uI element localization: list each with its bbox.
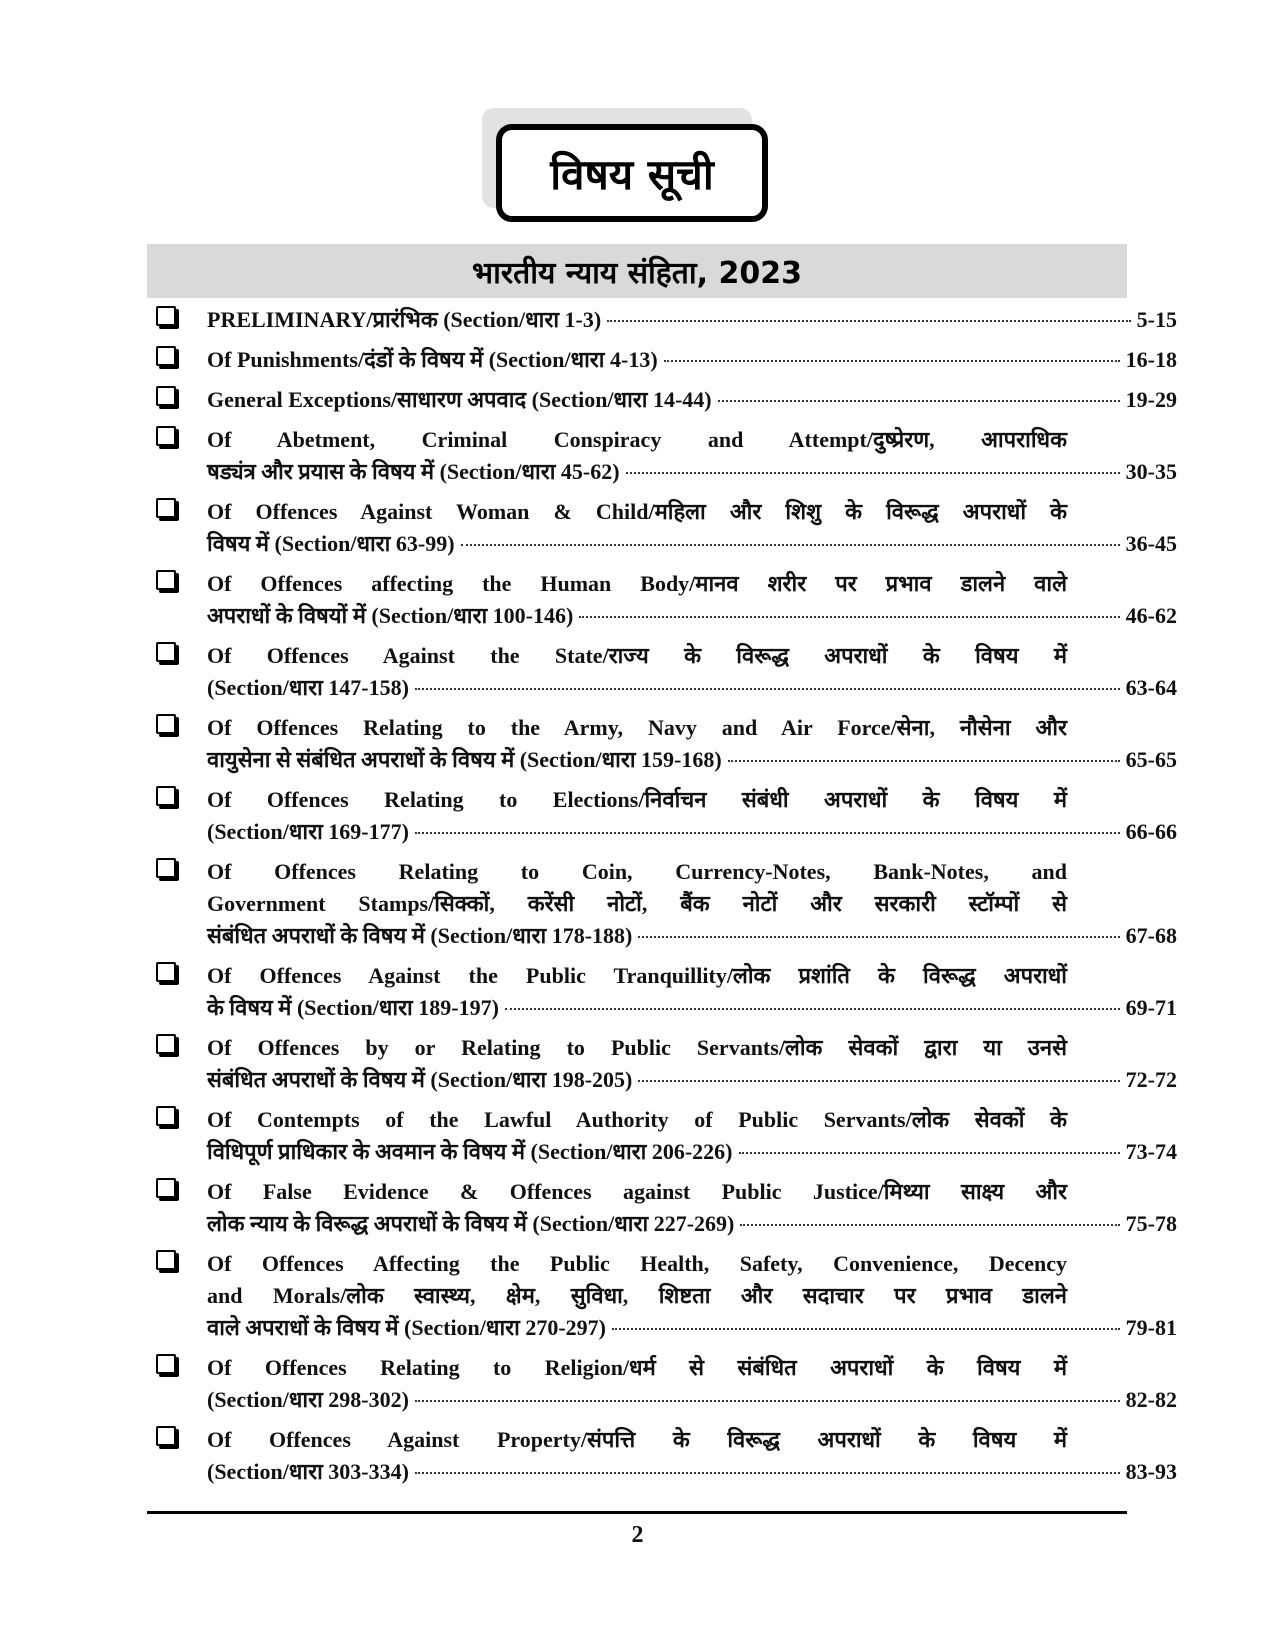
- toc-entry-title: के विषय में (Section/धारा 189-197): [207, 995, 499, 1020]
- dot-leader: [415, 832, 1120, 834]
- toc-entry-pages: 66-66: [1125, 819, 1177, 844]
- checkbox-bullet-icon: [156, 1354, 176, 1374]
- toc-entry-text-line: Of Offences by or Relating to Public Servants/लोक सेवकों द्वारा या उनसे: [207, 1035, 1067, 1060]
- toc-entry-title: वाले अपराधों के विषय में (Section/धारा 270-297): [207, 1315, 606, 1340]
- toc-entry-pages: 83-93: [1125, 1459, 1177, 1484]
- toc-entry-title: वायुसेना से संबंधित अपराधों के विषय में (Section/धारा 159-168): [207, 747, 722, 772]
- toc-entry-title: संबंधित अपराधों के विषय में (Section/धारा 178-188): [207, 923, 633, 948]
- dot-leader: [638, 1080, 1119, 1082]
- dot-leader: [718, 400, 1120, 402]
- checkbox-bullet-icon: [156, 346, 176, 366]
- toc-entry-text-line: Of Offences Relating to Elections/निर्वाचन संबंधी अपराधों के विषय में: [207, 787, 1067, 812]
- footer-rule: [147, 1511, 1127, 1514]
- checkbox-bullet-icon: [156, 1426, 176, 1446]
- toc-entry-last-line: [207, 344, 1177, 376]
- checkbox-bullet-icon: [156, 962, 176, 982]
- toc-entry-last-line: [207, 1384, 1177, 1416]
- dot-leader: [415, 1472, 1120, 1474]
- toc-entry-text-line: Of Offences affecting the Human Body/मानव शरीर पर प्रभाव डालने वाले: [207, 571, 1067, 596]
- toc-entry-text-line: and Morals/लोक स्वास्थ्य, क्षेम, सुविधा, शिष्टता और सदाचार पर प्रभाव डालने: [207, 1283, 1067, 1308]
- checkbox-bullet-icon: [156, 714, 176, 734]
- table-of-contents: [147, 304, 1177, 1496]
- dot-leader: [461, 544, 1120, 546]
- toc-entry: [147, 1104, 1177, 1168]
- dot-leader: [415, 1400, 1120, 1402]
- toc-entry-title: (Section/धारा 298-302): [207, 1387, 409, 1412]
- toc-entry-title: विषय में (Section/धारा 63-99): [207, 531, 455, 556]
- toc-entry-pages: 16-18: [1125, 347, 1177, 372]
- checkbox-bullet-icon: [156, 570, 176, 590]
- checkbox-bullet-icon: [156, 306, 176, 326]
- checkbox-bullet-icon: [156, 1034, 176, 1054]
- toc-entry-title: Of Punishments/दंडों के विषय में (Section/धारा 4-13): [207, 347, 658, 372]
- toc-entry-title: अपराधों के विषयों में (Section/धारा 100-146): [207, 603, 574, 628]
- toc-entry: [147, 1248, 1177, 1344]
- toc-entry-text-line: Of Offences Against the State/राज्य के विरूद्ध अपराधों के विषय में: [207, 643, 1067, 668]
- checkbox-bullet-icon: [156, 858, 176, 878]
- page-title: विषय सूची: [496, 124, 768, 222]
- title-frame: [482, 108, 774, 230]
- toc-entry: [147, 344, 1177, 376]
- section-heading: भारतीय न्याय संहिता, 2023: [147, 244, 1127, 298]
- toc-entry-title: संबंधित अपराधों के विषय में (Section/धारा 198-205): [207, 1067, 633, 1092]
- toc-entry-pages: 67-68: [1125, 923, 1177, 948]
- toc-entry-text-line: Of Offences Against the Public Tranquillity/लोक प्रशांति के विरूद्ध अपराधों: [207, 963, 1067, 988]
- toc-entry-title: PRELIMINARY/प्रारंभिक (Section/धारा 1-3): [207, 307, 602, 332]
- toc-entry: [147, 784, 1177, 848]
- checkbox-bullet-icon: [156, 786, 176, 806]
- toc-entry-title: विधिपूर्ण प्राधिकार के अवमान के विषय में (Section/धारा 206-226): [207, 1139, 733, 1164]
- toc-entry-pages: 36-45: [1125, 531, 1177, 556]
- toc-entry: [147, 568, 1177, 632]
- toc-entry-last-line: [207, 304, 1177, 336]
- toc-entry: [147, 640, 1177, 704]
- checkbox-bullet-icon: [156, 1106, 176, 1126]
- toc-entry: [147, 712, 1177, 776]
- toc-entry-pages: 65-65: [1125, 747, 1177, 772]
- toc-entry: [147, 1176, 1177, 1240]
- dot-leader: [415, 688, 1120, 690]
- toc-entry-last-line: [207, 992, 1177, 1024]
- dot-leader: [728, 760, 1120, 762]
- toc-entry-last-line: [207, 384, 1177, 416]
- toc-entry: [147, 1032, 1177, 1096]
- toc-entry-text-line: Of Offences Against Woman & Child/महिला और शिशु के विरूद्ध अपराधों के: [207, 499, 1067, 524]
- toc-entry-last-line: [207, 816, 1177, 848]
- toc-entry-text-line: Of Offences Relating to Religion/धर्म से संबंधित अपराधों के विषय में: [207, 1355, 1067, 1380]
- toc-entry-pages: 63-64: [1125, 675, 1177, 700]
- toc-entry-text-line: Government Stamps/सिक्कों, करेंसी नोटों, बैंक नोटों और सरकारी स्टॉम्पों से: [207, 891, 1067, 916]
- toc-entry-text-line: Of False Evidence & Offences against Public Justice/मिथ्या साक्ष्य और: [207, 1179, 1067, 1204]
- toc-entry-last-line: [207, 672, 1177, 704]
- dot-leader: [579, 616, 1119, 618]
- toc-entry-last-line: [207, 1136, 1177, 1168]
- toc-entry-pages: 73-74: [1125, 1139, 1177, 1164]
- toc-entry-pages: 82-82: [1125, 1387, 1177, 1412]
- toc-entry-last-line: [207, 920, 1177, 952]
- dot-leader: [505, 1008, 1120, 1010]
- dot-leader: [739, 1152, 1120, 1154]
- toc-entry-text-line: Of Offences Relating to Coin, Currency-Notes, Bank-Notes, and: [207, 859, 1067, 884]
- toc-entry-title: (Section/धारा 169-177): [207, 819, 409, 844]
- toc-entry-title: (Section/धारा 303-334): [207, 1459, 409, 1484]
- dot-leader: [740, 1224, 1119, 1226]
- page-number: 2: [631, 1522, 644, 1548]
- toc-entry-last-line: [207, 456, 1177, 488]
- toc-entry-last-line: [207, 600, 1177, 632]
- toc-entry: [147, 1424, 1177, 1488]
- toc-entry-pages: 75-78: [1125, 1211, 1177, 1236]
- toc-entry-last-line: [207, 744, 1177, 776]
- toc-entry: [147, 856, 1177, 952]
- toc-entry: [147, 1352, 1177, 1416]
- toc-entry-last-line: [207, 1312, 1177, 1344]
- checkbox-bullet-icon: [156, 1178, 176, 1198]
- dot-leader: [607, 320, 1130, 322]
- checkbox-bullet-icon: [156, 498, 176, 518]
- checkbox-bullet-icon: [156, 642, 176, 662]
- toc-entry-text-line: Of Offences Affecting the Public Health, Safety, Convenience, Decency: [207, 1251, 1067, 1276]
- toc-entry-title: लोक न्याय के विरूद्ध अपराधों के विषय में (Section/धारा 227-269): [207, 1211, 735, 1236]
- toc-entry-pages: 5-15: [1136, 307, 1177, 332]
- toc-entry-last-line: [207, 528, 1177, 560]
- toc-entry-text-line: Of Offences Against Property/संपत्ति के विरूद्ध अपराधों के विषय में: [207, 1427, 1067, 1452]
- dot-leader: [626, 472, 1120, 474]
- toc-entry: [147, 424, 1177, 488]
- toc-entry-text-line: Of Contempts of the Lawful Authority of Public Servants/लोक सेवकों के: [207, 1107, 1067, 1132]
- toc-entry-last-line: [207, 1208, 1177, 1240]
- toc-entry-pages: 69-71: [1125, 995, 1177, 1020]
- toc-entry-text-line: Of Offences Relating to the Army, Navy and Air Force/सेना, नौसेना और: [207, 715, 1067, 740]
- toc-entry-pages: 30-35: [1125, 459, 1177, 484]
- toc-entry-pages: 79-81: [1125, 1315, 1177, 1340]
- toc-entry-title: षड्यंत्र और प्रयास के विषय में (Section/धारा 45-62): [207, 459, 620, 484]
- checkbox-bullet-icon: [156, 1250, 176, 1270]
- toc-entry-pages: 46-62: [1125, 603, 1177, 628]
- toc-entry-text-line: Of Abetment, Criminal Conspiracy and Attempt/दुष्प्रेरण, आपराधिक: [207, 427, 1067, 452]
- checkbox-bullet-icon: [156, 426, 176, 446]
- toc-entry-pages: 72-72: [1125, 1067, 1177, 1092]
- toc-entry-pages: 19-29: [1125, 387, 1177, 412]
- toc-entry: [147, 304, 1177, 336]
- toc-entry: [147, 384, 1177, 416]
- toc-entry: [147, 960, 1177, 1024]
- checkbox-bullet-icon: [156, 386, 176, 406]
- toc-entry-title: (Section/धारा 147-158): [207, 675, 409, 700]
- toc-entry-title: General Exceptions/साधारण अपवाद (Section/धारा 14-44): [207, 387, 712, 412]
- toc-entry-last-line: [207, 1064, 1177, 1096]
- dot-leader: [612, 1328, 1120, 1330]
- toc-entry-last-line: [207, 1456, 1177, 1488]
- dot-leader: [664, 360, 1120, 362]
- toc-entry: [147, 496, 1177, 560]
- dot-leader: [638, 936, 1119, 938]
